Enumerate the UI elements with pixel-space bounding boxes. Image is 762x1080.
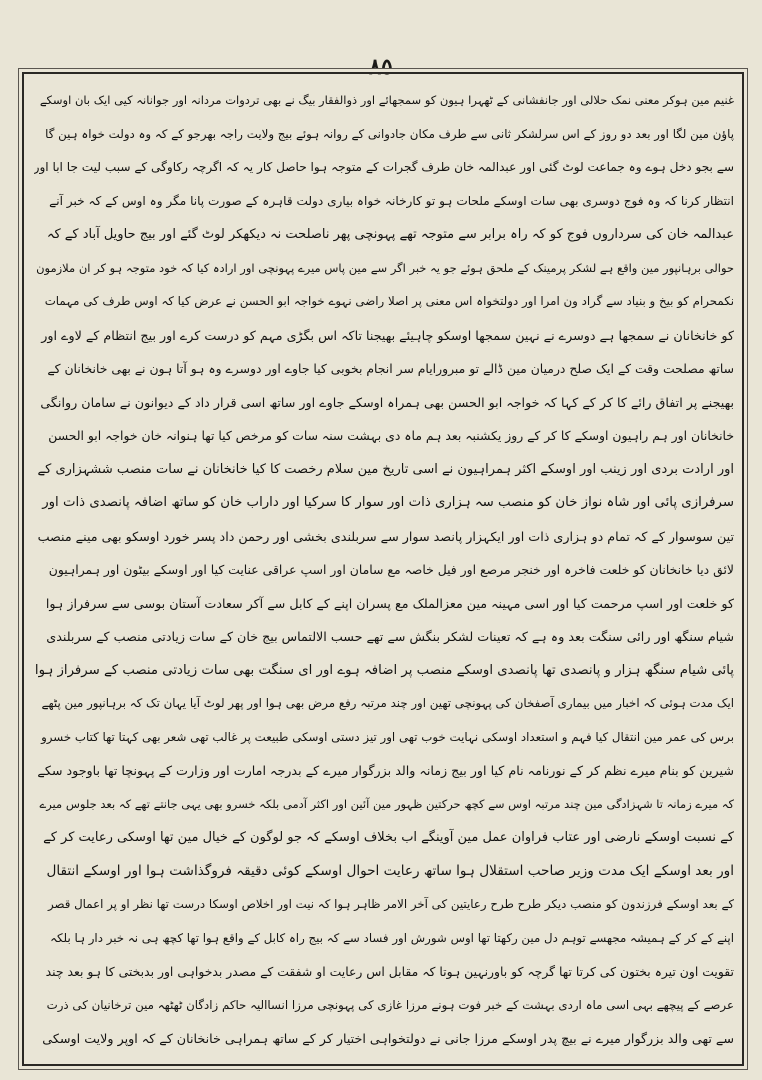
text-line: برس کی عمر مین انتقال کیا فہم و استعداد اوسکی نہایت خوب تھی اور تیز دستی اوسکی طبیعت پر غالب تھی شعر بھی کہتا تھا کتاب خسرو xyxy=(41,729,734,744)
text-line: عبدالمہ خان کی سرداروں فوج کو کہ راہ برابر سے متوجہ تھے پہونچی پھر ناصلحت نہ دیکھکر لوٹ گئے اور بیج حاویل آباد کے کہ xyxy=(46,227,734,242)
text-line: تقویت اون تیرہ بختون کی کرتا تھا گرچہ کو باورنہین ہوتا کہ مقابل اس رعایت او شفقت کے مصدر بدخواہی اور بدبختی کا ہو بعد چند xyxy=(45,964,734,979)
text-line: نکمحرام کو بیخ و بنیاد سے گراد ون امرا اور دولتخواہ اس معنی پر اصلا راضی نہوے خواجہ ابو الحسن نے عرض کیا کہ اوس طرف کی مہمات xyxy=(44,294,734,308)
text-line: اور ارادت بردی اور زینب اور اوسکے اکثر ہمراہیون نے اسی تاریخ مین سلام رخصت کا کیا خانخانان نے سات منصب ششہزاری کے xyxy=(37,461,734,477)
text-line: سرفرازی پائی اور شاہ نواز خان کو منصب سہ ہزاری ذات اور سوار کا سرکیا اور داراب خان کو ساتھ اضافہ پانصدی ذات اور xyxy=(42,495,734,510)
text-line: شیرین کو بنام میرے نظم کر کے نورنامہ نام کیا اور بیج زمانہ والد بزرگوار میرے کے بدرجہ امارت اور وزارت کے پہونچا تھا باوجود سکے xyxy=(37,763,734,778)
text-line: بھیجنے پر اتفاق رائے کا کر کے کہا کہ خواجہ ابو الحسن بھی ہمراہ اوسکے جاوے اور ساتھ اسی قرار داد کے دیوانون نے سامان روانگی xyxy=(40,394,734,410)
text-line: انتظار کرنا کہ وہ فوج دوسری بھی سات اوسکے ملحات ہو تو کارخانہ خواہ بیاری دولت قاہرہ کے صورت پانا مگر وہ اوس کے کہ خبر آنے xyxy=(49,193,734,208)
text-line: خانخانان اور ہم راہیون اوسکے کا کر کے روز یکشنبہ بعد ہم ماہ دی بہشت سنہ سات کو مرخص کیا تھا ہنوانہ خان خواجہ ابو الحسن xyxy=(48,428,734,443)
text-line: حوالی برہانپور مین واقع ہے لشکر پرمینک کے ملحق ہوئے جو یہ خبر اگر سے مین پاس میرے پہونچی اور ارادہ کیا کہ خود متوجہ ہو کر ان ملازمون xyxy=(36,260,734,275)
text-line: کو خانخانان نے سمجھا ہے دوسرے نے نہین سمجھا اوسکو چاہیئے بھیجنا تاکہ اس بگڑی مہم کو درست کرے اور بیج انتظام کے لاوے اور xyxy=(41,327,734,343)
text-line: ساتھ مصلحت وقت کے ایک صلح درمیان مین ڈالے تو مبرورایام سر انجام بخوبی کیا جاوے اور دوسرے وہ ہو آتا ہون نے بھی خانخانان کے xyxy=(47,361,734,376)
text-line: ایک مدت ہوئی کہ اخبار میں بیماری آصفخان کی پہونچی تھین اور چند مرتبہ رفع مرض بھی ہوا اور پھر لوٹ آیا یہان تک کہ برہانپور مین پٹھے xyxy=(41,696,734,710)
text-line: کہ میرے زمانہ تا شہزادگی مین چند مرتبہ اوس سے کچھ حرکتین ظہور مین آئین اور اکثر آدمی بلکہ خسرو بھی یہی جانتے تھے کہ بعد جلوس میرے xyxy=(39,796,734,811)
text-line: اور بعد اوسکے ایک مدت وزیر صاحب استقلال ہوا ساتھ رعایت احوال اوسکے کوئی دقیقہ فروگذاشت ہوا اور اوسکے انتقال xyxy=(46,862,734,879)
text-line: کے بعد اوسکے فرزندون کو منصب دیکر طرح طرح رعایتین کی آخر الامر ظاہر ہوا کہ نیت اور اخلاص اوسکا درست تھا نظر او پر اعمال قصر xyxy=(47,897,734,911)
text-line: سے بجو دخل ہوے وہ جماعت لوٹ گئی اور عبدالمہ خان طرف گجرات کے متوجہ ہوا حاصل کار یہ کہ اگرچہ رکاوگی کے سبب لیت جا ابا اور xyxy=(34,160,734,174)
text-line: لائق دیا خانخانان کو خلعت فاخرہ اور خنجر مرصع اور فیل خاصہ مع سامان اور اسپ عراقی عنایت کیا اور اوسکے بیٹون اور ہمراہیون xyxy=(48,562,734,577)
text-line: سے تھی والد بزرگوار میرے نے بیچ پدر اوسکے مرزا جانی نے دولتخواہی اختیار کر کے ساتھ ہمراہی خانخانان کے کہ اوپر ولایت اوسکی xyxy=(42,1031,734,1046)
text-line: کو خلعت اور اسپ مرحمت کیا اور اسی مہینہ مین معزالملک مع پسران اپنے کے کابل سے آکر سعادت آستان بوسی سے سرفراز ہوا xyxy=(45,595,734,611)
text-line: تین سوسوار کے کہ تمام دو ہزاری ذات اور ایکہزار پانصد سوار سے سربلندی بخشی اور رحمن داد پسر خورد اوسکو بھی مینے منصب xyxy=(37,528,734,544)
text-line: کے نسبت اوسکے نارضی اور عتاب فراوان عمل مین آوینگے اب بخلاف اوسکے کہ جو لوگون کے خیال مین تھا اوسکی رعایت کر کے xyxy=(43,830,734,845)
text-line: پاؤن مین لگا اور بعد دو روز کے اس سرلشکر ثانی سے طرف مکان جادوانی کے روانہ ہوئے بیج ولایت راجہ بھرجو کے کہ وہ دولت خواہ ہین گا xyxy=(45,126,734,141)
manuscript-text-block xyxy=(34,84,734,1056)
text-line: عرصے کے پیچھے بہی اسی ماہ اردی بہشت کے خبر فوت ہونے مرزا غازی کی پہونچی مرزا انساالیہ حاکم زادگان ٹھٹھہ مین ترخانیان کی ذرت xyxy=(46,997,734,1012)
page-number: ٨٥ xyxy=(369,54,393,80)
text-line: اپنے کے کر کے ہمیشہ مجھسے توہم دل مین رکھتا تھا اوس شورش اور فساد سے کہ بیج راہ کابل کے واقع ہوا تھا کچھ ہی نہ خبر دار ہا بلکہ xyxy=(50,930,734,945)
text-line: غنیم مین ہوکر معنی نمک حلالی اور جانفشانی کے ٹھہرا ہیون کو سمجھائے اور ذوالفقار بیگ نے بھی تردوات مردانہ اور جوانانہ کیی ایک بان اوسکے xyxy=(39,93,734,107)
text-line: پائی شیام سنگھ ہزار و پانصدی تھا پانصدی اوسکے منصب پر اضافہ ہوے اور ای سنگت بھی سات زیادتی منصب کے سرفراز ہوا xyxy=(34,662,734,678)
text-line: شیام سنگھ اور رائی سنگت بعد وہ ہے کہ تعینات لشکر بنگش سے تھے حسب الالتماس بیج خان کے سات زیادتی منصب کے سربلندی xyxy=(46,629,734,644)
